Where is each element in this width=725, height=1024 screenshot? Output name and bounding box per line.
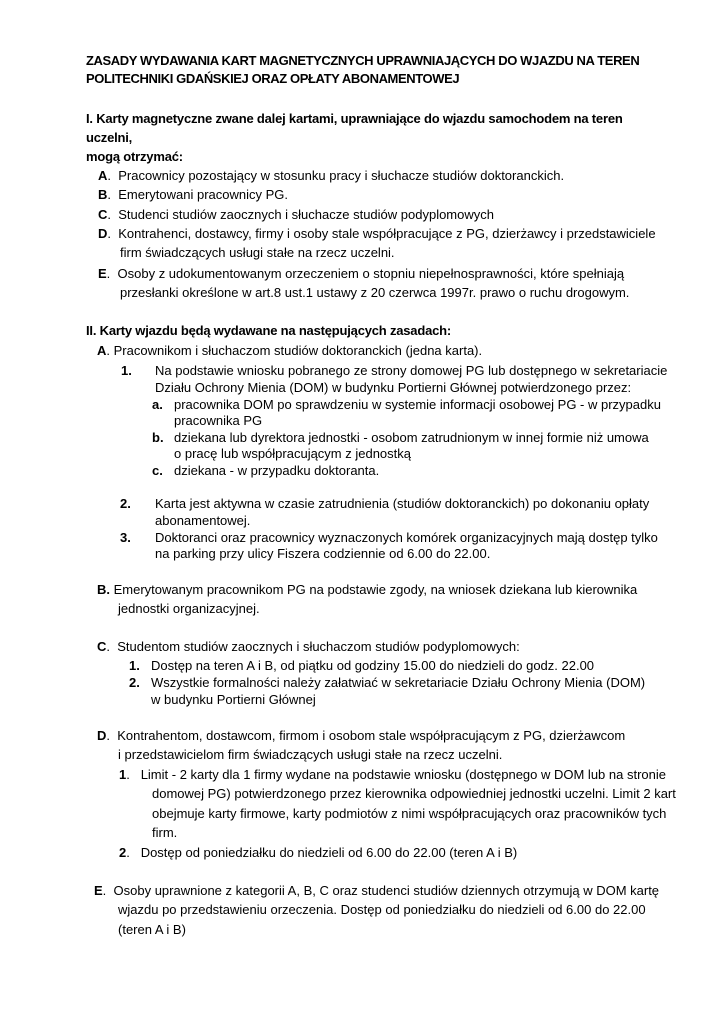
sub-point-label: a. [152, 397, 163, 412]
point-number: 2. [129, 675, 140, 690]
sub-point-label: b. [152, 430, 164, 445]
list-item-text: Kontrahenci, dostawcy, firmy i osoby stale współpracujące z PG, dzierżawcy i przedstawiciele [118, 226, 656, 241]
list-item-text: Osoby z udokumentowanym orzeczeniem o stopniu niepełnosprawności, które spełniają [117, 266, 625, 281]
list-item-e-cont: przesłanki określone w art.8 ust.1 ustawy z 20 czerwca 1997r. prawo o ruchu drogowym. [120, 285, 630, 300]
point-a2-line2: abonamentowej. [155, 513, 251, 528]
list-item-text: Emerytowani pracownicy PG. [118, 187, 289, 202]
list-item-text: Studenci studiów zaocznych i słuchacze studiów podyplomowych [118, 207, 494, 222]
point-d1-line3: obejmuje karty firmowe, karty podmiotów z nimi współpracujących oraz pracowników tych [152, 806, 667, 821]
point-a1-line2: Działu Ochrony Mienia (DOM) w budynku Portierni Głównej potwierdzonego przez: [155, 380, 632, 395]
sub-point-a-line2: pracownika PG [174, 413, 263, 428]
subsection-letter: E [94, 883, 103, 898]
subsection-text: Kontrahentom, dostawcom, firmom i osobom stale współpracującym z PG, dzierżawcom [117, 728, 626, 743]
point-number: 2. [120, 496, 131, 511]
list-item-text: Pracownicy pozostający w stosunku pracy i słuchacze studiów doktoranckich. [118, 168, 565, 183]
point-number: 2 [119, 845, 127, 860]
list-item-letter: B [98, 187, 108, 202]
list-item-letter: C [98, 207, 108, 222]
point-d1-line4: firm. [152, 825, 178, 840]
subsection-text: Emerytowanym pracownikom PG na podstawie zgody, na wniosek dziekana lub kierownika [113, 582, 638, 597]
subsection-e-line1: E. Osoby uprawnione z kategorii A, B, C oraz studenci studiów dziennych otrzymują w DOM kartę [94, 883, 660, 898]
point-number: 1. [129, 658, 140, 673]
point-d2-line1: 2. Dostęp od poniedziałku do niedzieli od 6.00 do 22.00 (teren A i B) [119, 845, 518, 860]
list-item-letter: D [98, 226, 108, 241]
point-a3-line1: Doktoranci oraz pracownicy wyznaczonych komórek organizacyjnych mają dostęp tylko [155, 530, 658, 545]
subsection-letter: A [97, 343, 107, 358]
sub-point-b-line2: o pracę lub współpracującym z jednostką [174, 446, 412, 461]
list-item-c: C. Studenci studiów zaocznych i słuchacze studiów podyplomowych [98, 207, 494, 222]
point-text: Limit - 2 karty dla 1 firmy wydane na podstawie wniosku (dostępnego w DOM lub na stronie [140, 767, 666, 782]
list-item-d: D. Kontrahenci, dostawcy, firmy i osoby stale współpracujące z PG, dzierżawcy i przedstawiciele [98, 226, 656, 241]
point-number: 1 [119, 767, 127, 782]
subsection-e-line2: wjazdu po przedstawieniu orzeczenia. Dostęp od poniedziałku do niedzieli od 6.00 do 22.00 [118, 902, 646, 917]
subsection-letter: D [97, 728, 107, 743]
point-text: Dostęp od poniedziałku do niedzieli od 6.00 do 22.00 (teren A i B) [140, 845, 518, 860]
section-1-heading-line2: uczelni, [86, 130, 133, 145]
section-1-heading-line3: mogą otrzymać: [86, 149, 183, 164]
subsection-a-intro: A. Pracownikom i słuchaczom studiów doktoranckich (jedna karta). [97, 343, 483, 358]
subsection-b-line2: jednostki organizacyjnej. [118, 601, 260, 616]
point-c1-line1: Dostęp na teren A i B, od piątku od godziny 15.00 do niedzieli do godz. 22.00 [151, 658, 595, 673]
subsection-e-line3: (teren A i B) [118, 922, 186, 937]
document-title: ZASADY WYDAWANIA KART MAGNETYCZNYCH UPRAWNIAJĄCYCH DO WJAZDU NA TEREN POLITECHNIKI GDAŃSKIEJ ORAZ OPŁATY ABONAMENTOWEJ [86, 53, 640, 86]
list-item-a: A. Pracownicy pozostający w stosunku pracy i słuchacze studiów doktoranckich. [98, 168, 565, 183]
section-1-heading-line1: I. Karty magnetyczne zwane dalej kartami, uprawniające do wjazdu samochodem na teren [86, 111, 623, 126]
list-item-e: E. Osoby z udokumentowanym orzeczeniem o stopniu niepełnosprawności, które spełniają [98, 266, 625, 281]
section-2-heading: II. Karty wjazdu będą wydawane na następujących zasadach: [86, 323, 452, 338]
sub-point-b-line1: dziekana lub dyrektora jednostki - osobom zatrudnionym w innej formie niż umowa [174, 430, 649, 445]
list-item-letter: E [98, 266, 107, 281]
subsection-letter: B. [97, 582, 110, 597]
subsection-intro-text: Studentom studiów zaocznych i słuchaczom studiów podyplomowych: [117, 639, 520, 654]
subsection-c-intro: C. Studentom studiów zaocznych i słuchaczom studiów podyplomowych: [97, 639, 520, 654]
subsection-d-line1: D. Kontrahentom, dostawcom, firmom i osobom stale współpracującym z PG, dzierżawcom [97, 728, 626, 743]
subsection-letter: C [97, 639, 107, 654]
point-d1-line2: domowej PG) potwierdzonego przez kierownika odpowiedniej jednostki uczelni. Limit 2 kart [152, 786, 676, 801]
list-item-b: B. Emerytowani pracownicy PG. [98, 187, 289, 202]
point-c2-line1: Wszystkie formalności należy załatwiać w sekretariacie Działu Ochrony Mienia (DOM) [151, 675, 646, 690]
list-item-d-cont: firm świadczących usługi stałe na rzecz uczelni. [120, 245, 395, 260]
sub-point-label: c. [152, 463, 163, 478]
sub-point-a-line1: pracownika DOM po sprawdzeniu w systemie informacji osobowej PG - w przypadku [174, 397, 661, 412]
subsection-d-line2: i przedstawicielom firm świadczących usługi stałe na rzecz uczelni. [118, 747, 503, 762]
point-number: 3. [120, 530, 131, 545]
list-item-letter: A [98, 168, 108, 183]
point-a1-line1: Na podstawie wniosku pobranego ze strony domowej PG lub dostępnego w sekretariacie [155, 363, 668, 378]
subsection-intro-text: Pracownikom i słuchaczom studiów doktoranckich (jedna karta). [113, 343, 483, 358]
subsection-b-line1 [97, 580, 637, 599]
point-c2-line2: w budynku Portierni Głównej [151, 692, 316, 707]
point-number: 1. [121, 363, 132, 378]
subsection-text: Osoby uprawnione z kategorii A, B, C oraz studenci studiów dziennych otrzymują w DOM kartę [113, 883, 660, 898]
sub-point-c-line1: dziekana - w przypadku doktoranta. [174, 463, 380, 478]
point-d1-line1: 1. Limit - 2 karty dla 1 firmy wydane na podstawie wniosku (dostępnego w DOM lub na stronie [119, 767, 666, 782]
point-a3-line2: na parking przy ulicy Fiszera codziennie od 6.00 do 22.00. [155, 546, 491, 561]
point-a2-line1: Karta jest aktywna w czasie zatrudnienia (studiów doktoranckich) po dokonaniu opłaty [155, 496, 650, 511]
